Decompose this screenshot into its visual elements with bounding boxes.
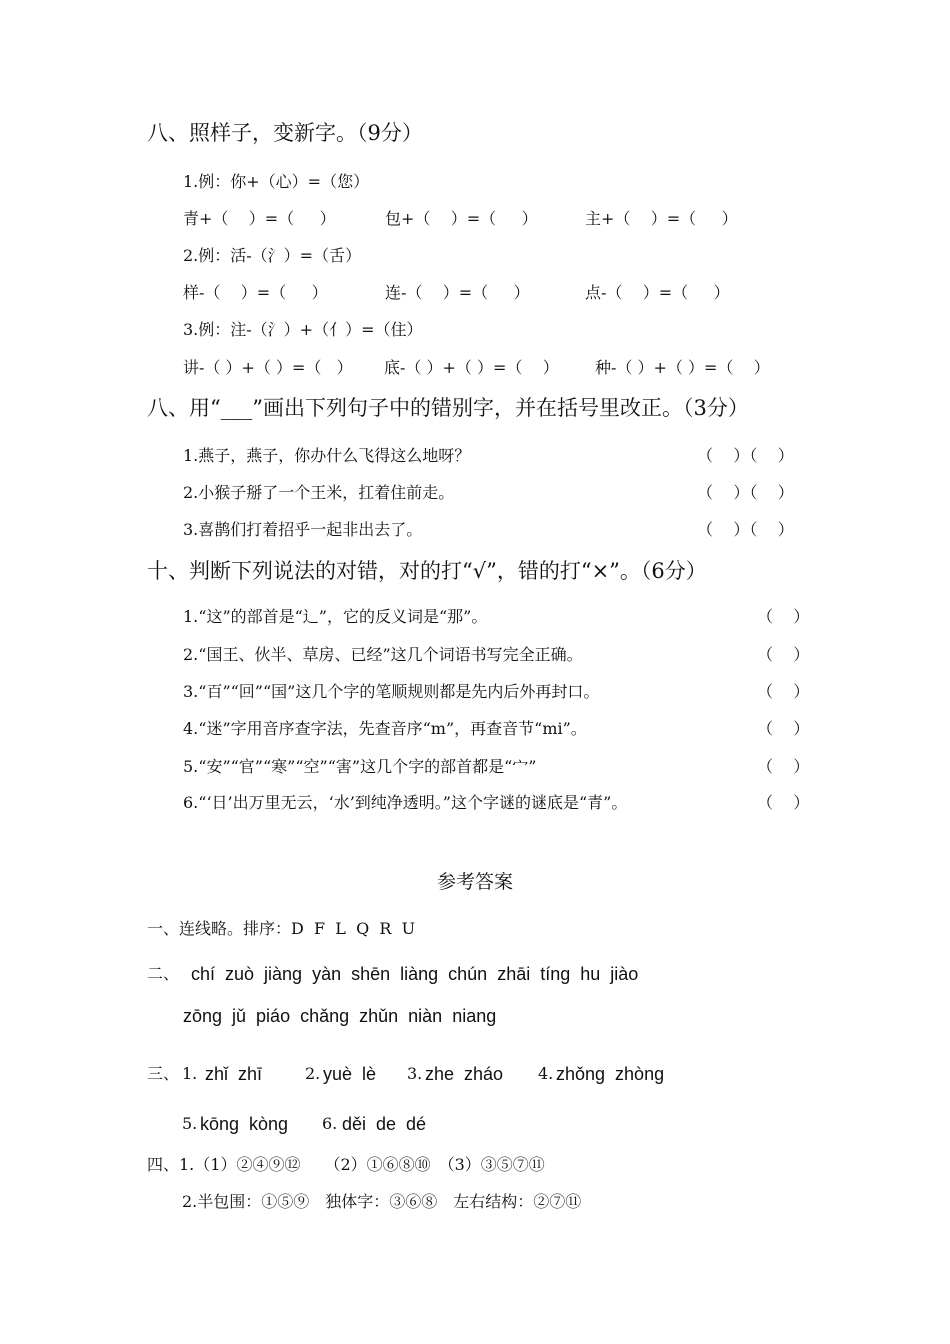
pinyin-answer: kōng kòng [200, 1114, 289, 1134]
item-number: 1. [182, 1064, 198, 1083]
section-heading: 八、照样子，变新字。（9分） [147, 121, 423, 145]
pinyin-answer: yuè lè [323, 1064, 377, 1084]
question-item: 6.“‘日’出万里无云，‘水’到纯净透明。”这个字谜的谜底是“青”。 [183, 793, 628, 812]
blank-item: 主+（ ）=（ ） [585, 209, 738, 228]
blank-item: 连-（ ）=（ ） [385, 283, 530, 302]
question-item: 2.小猴子掰了一个王米，扛着住前走。 [183, 483, 455, 502]
question-item: 1.“这”的部首是“辶”，它的反义词是“那”。 [183, 607, 488, 626]
example-line: 3.例：注-（氵）+（亻）=（住） [183, 320, 423, 339]
answer-blank: （ ） [757, 757, 810, 776]
blank-item: 青+（ ）=（ ） [183, 209, 336, 228]
example-line: 1.例：你+（心）=（您） [183, 172, 370, 191]
pinyin-answer: děi de dé [342, 1114, 427, 1134]
blank-item: 点-（ ）=（ ） [585, 283, 730, 302]
answer-label: 二、 [147, 964, 180, 983]
blank-item: 讲-（ ）+（ ）=（ ） [183, 358, 353, 377]
question-item: 4.“迷”字用音序查字法，先查音序“m”，再查音节“mi”。 [183, 719, 587, 738]
answer-blank: （ ）（ ） [697, 520, 794, 539]
pinyin-answer: chí zuò jiàng yàn shēn liàng chún zhāi tíng hu jiào [191, 964, 639, 984]
example-line: 2.例：活-（氵）=（舌） [183, 246, 362, 265]
answer-blank: （ ） [757, 607, 810, 626]
answer-line: 一、连线略。排序：D F L Q R U [147, 919, 416, 938]
answers-title: 参考答案 [436, 871, 513, 893]
answer-line: 2.半包围：①⑤⑨ 独体字：③⑥⑧ 左右结构：②⑦⑪ [182, 1192, 582, 1211]
answer-blank: （ ） [757, 645, 810, 664]
pinyin-answer: zōng jǔ piáo chǎng zhǔn niàn niang [183, 1006, 497, 1026]
question-item: 1.燕子，燕子，你办什么飞得这么地呀？ [183, 446, 471, 465]
answer-blank: （ ） [757, 719, 810, 738]
pinyin-answer: zhǒng zhòng [556, 1064, 665, 1084]
question-item: 3.喜鹊们打着招乎一起非出去了。 [183, 520, 423, 539]
blank-item: 种-（ ）+（ ）=（ ） [595, 358, 770, 377]
item-number: 6. [322, 1114, 338, 1133]
question-item: 5.“安”“官”“寒”“空”“害”这几个字的部首都是“宀” [183, 757, 537, 776]
question-item: 3.“百”“回”“国”这几个字的笔顺规则都是先内后外再封口。 [183, 682, 600, 701]
section-heading: 八、用“___”画出下列句子中的错别字，并在括号里改正。（3分） [147, 396, 749, 420]
question-item: 2.“国王、伙半、草房、已经”这几个词语书写完全正确。 [183, 645, 583, 664]
blank-item: 包+（ ）=（ ） [385, 209, 538, 228]
pinyin-answer: zhǐ zhī [205, 1064, 263, 1084]
answer-blank: （ ） [757, 793, 810, 812]
blank-item: 样-（ ）=（ ） [183, 283, 328, 302]
item-number: 4. [538, 1064, 554, 1083]
section-heading: 十、判断下列说法的对错，对的打“√”，错的打“×”。（6分） [147, 559, 707, 583]
item-number: 3. [407, 1064, 423, 1083]
answer-label: 三、 [147, 1064, 180, 1083]
item-number: 5. [182, 1114, 198, 1133]
answer-blank: （ ）（ ） [697, 446, 794, 465]
blank-item: 底-（ ）+（ ）=（ ） [384, 358, 559, 377]
answer-line: 四、1.（1）②④⑨⑫ （2）①⑥⑧⑩ （3）③⑤⑦⑪ [147, 1155, 545, 1174]
answer-blank: （ ）（ ） [697, 483, 794, 502]
pinyin-answer: zhe zháo [425, 1064, 504, 1084]
item-number: 2. [305, 1064, 321, 1083]
answer-blank: （ ） [757, 682, 810, 701]
